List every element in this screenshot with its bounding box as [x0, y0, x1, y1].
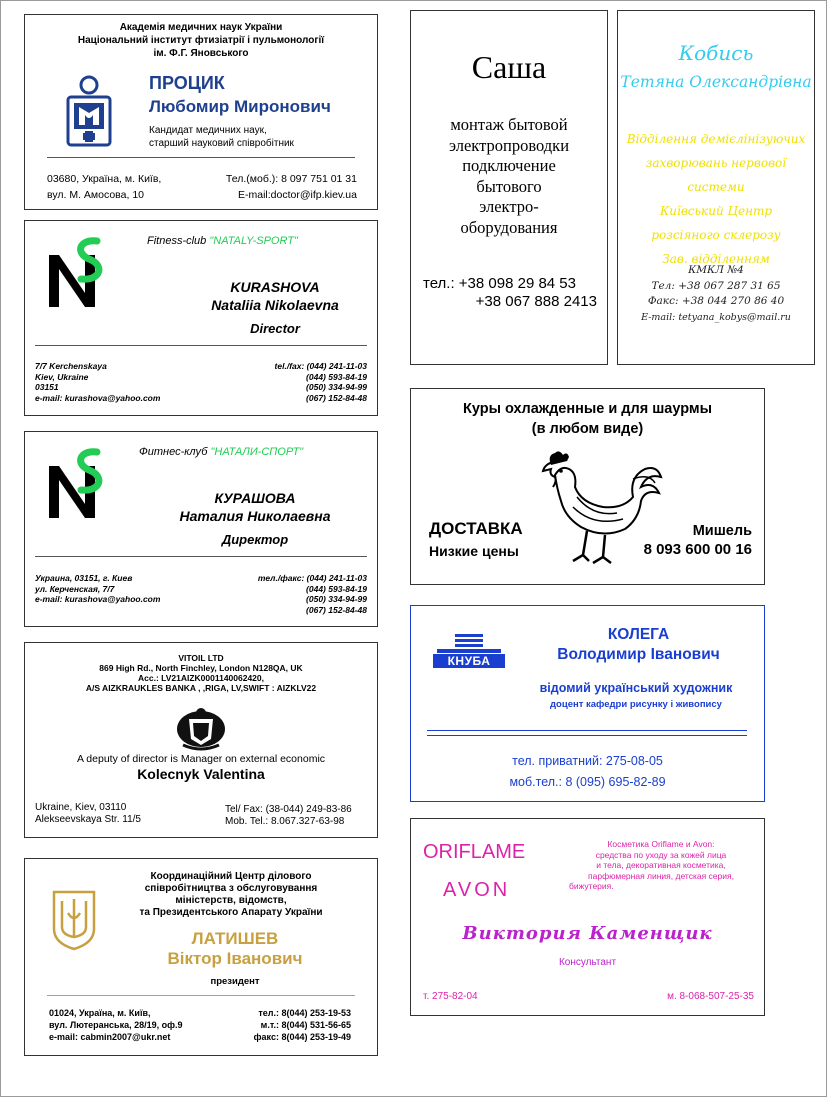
- name: Саша: [471, 49, 547, 85]
- surname: КОЛЕГА: [607, 626, 670, 643]
- address-line-2: вул. М. Амосова, 10: [47, 189, 144, 201]
- divider: [35, 556, 367, 557]
- email: e-mail: cabmin2007@ukr.net: [49, 1032, 171, 1042]
- phone: 8 093 600 00 16: [643, 541, 752, 558]
- position: A deputy of director is Manager on external economic: [76, 753, 326, 765]
- phone-3: (050) 334-94-99: [306, 382, 367, 392]
- delivery-label: ДОСТАВКА: [429, 519, 523, 538]
- surname: KURASHOVA: [230, 279, 320, 295]
- company-name: VITOIL LTD: [178, 653, 224, 663]
- full-name: Nataliia Nikolaevna: [211, 297, 339, 313]
- email: E-mail:doctor@ifp.kiev.ua: [237, 189, 357, 201]
- description-line-4: парфюмерная линия, детская серия,: [588, 870, 734, 881]
- card-chicken: [410, 388, 765, 585]
- description-line-3: и тела, декоративная косметика,: [596, 860, 726, 870]
- divider: [47, 995, 355, 996]
- academic-position: доцент кафедри рисунку і живопису: [550, 699, 722, 710]
- full-name: Kolecnyk Valentina: [137, 766, 265, 782]
- medical-institute-logo: [65, 75, 113, 147]
- description-line-5: бижутерия.: [569, 881, 614, 891]
- fax: Факс: +38 044 270 86 40: [647, 295, 785, 307]
- email: e-mail: kurashova@yahoo.com: [35, 392, 161, 403]
- phone-1: tel./fax: (044) 241-11-03: [274, 361, 367, 371]
- department-line-5: Зав. відділенням: [662, 252, 770, 266]
- address-line-1: 01024, Україна, м. Київ,: [49, 1008, 151, 1018]
- card-oriflame-avon: [410, 818, 765, 1016]
- card-sasha-electrician: [410, 10, 608, 365]
- club-prefix: Фитнес-клуб: [139, 446, 211, 458]
- full-name: Тетяна Олександрівна: [620, 73, 812, 91]
- service-line-6: оборудования: [460, 217, 558, 237]
- company-address: 869 High Rd., North Finchley, London N128QA, UK: [99, 663, 303, 673]
- full-name: Любомир Миронович: [149, 97, 331, 116]
- address-line-1: Ukraine, Kiev, 03110: [35, 802, 127, 813]
- hospital: КМКЛ №4: [688, 264, 744, 276]
- club-prefix: Fitness-club: [147, 235, 210, 247]
- contact-name: Мишель: [692, 523, 752, 539]
- academic-position: старший науковий співробітник: [149, 138, 294, 149]
- phone-1: тел.: 8(044) 253-19-53: [258, 1008, 351, 1018]
- org-line-3: ім. Ф.Г. Яновського: [153, 48, 249, 59]
- club-name: "NATALY-SPORT": [209, 235, 298, 247]
- card-kolega: [410, 605, 765, 802]
- divider: [47, 157, 355, 158]
- position: Директор: [221, 532, 289, 547]
- divider-bottom: [427, 735, 747, 736]
- phone-1: Tel/ Fax: (38-044) 249-83-86: [225, 804, 352, 815]
- phone-2: (044) 593-84-19: [306, 583, 367, 594]
- position: президент: [210, 976, 260, 987]
- phone: Тел.(моб.): 8 097 751 01 31: [225, 173, 357, 185]
- full-name: Володимир Іванович: [557, 646, 720, 663]
- divider-top: [427, 730, 747, 731]
- address-line-2: ул. Керченская, 7/7: [35, 583, 115, 594]
- brand-avon: AVON: [443, 879, 511, 901]
- artist-title: відомий український художник: [539, 681, 733, 695]
- address-line-1: Украина, 03151, г. Киев: [35, 573, 133, 583]
- description-line-1: Косметика Oriflame и Avon:: [607, 839, 715, 849]
- prices-label: Низкие цены: [429, 543, 519, 559]
- position: Director: [250, 321, 300, 336]
- service-line-3: подключение: [462, 156, 556, 175]
- phone-2: м. 8-068-507-25-35: [667, 991, 754, 1002]
- card-kobys: [617, 10, 815, 365]
- divider: [35, 345, 367, 346]
- bank-details: A/S AIZKRAUKLES BANKA , ,RIGA, LV,SWIFT : AIZKLV22: [85, 683, 317, 693]
- headline-2: (в любом виде): [531, 421, 644, 437]
- service-line-4: бытового: [476, 176, 542, 196]
- surname: ПРОЦИК: [149, 73, 225, 93]
- club-name: "НАТАЛИ-СПОРТ": [210, 446, 304, 458]
- phone-3: (050) 334-94-99: [306, 594, 367, 604]
- card-latyshev: [24, 858, 378, 1056]
- service-line-5: электро-: [479, 197, 539, 216]
- academic-title: Кандидат медичних наук,: [149, 125, 267, 136]
- department-line-4: розсіяного склерозу: [651, 228, 781, 242]
- department-line-2: захворювань нервової системи: [645, 156, 787, 194]
- org-line-1: Координаційний Центр ділового: [150, 871, 312, 882]
- full-name: Віктор Іванович: [167, 949, 303, 968]
- org-line-1: Академія медичних наук України: [119, 22, 283, 33]
- address-line-2: Alekseevskaya Str. 11/5: [35, 814, 141, 825]
- trident-emblem-icon: [51, 889, 97, 951]
- surname: КУРАШОВА: [214, 490, 296, 506]
- email: e-mail: kurashova@yahoo.com: [35, 594, 161, 604]
- phone-mobile: моб.тел.: 8 (095) 695-82-89: [509, 775, 666, 789]
- ns-logo: [45, 446, 107, 522]
- headline-1: Куры охлажденные и для шаурмы: [462, 401, 712, 417]
- phone-2: Mob. Tel.: 8.067.327-63-98: [225, 816, 345, 827]
- knuba-logo-text: КНУБА: [447, 654, 491, 668]
- org-line-2: Національний інститут фтизіатрії і пульмонології: [77, 35, 325, 46]
- phone-2: м.т.: 8(044) 531-56-65: [260, 1020, 351, 1030]
- phone-1: тел.: +38 098 29 84 53: [423, 275, 576, 292]
- full-name: Наталия Николаевна: [179, 508, 331, 524]
- phone-1: тел./факс: (044) 241-11-03: [257, 573, 367, 583]
- card-protsyk: [24, 14, 378, 210]
- phone-4: (067) 152-84-48: [306, 392, 367, 403]
- address-line-2: вул. Лютеранська, 28/19, оф.9: [49, 1020, 183, 1030]
- bank-account: Acc.: LV21AIZK0001140062420,: [137, 673, 264, 683]
- phone-2: +38 067 888 2413: [475, 293, 597, 310]
- phone-3: факс: 8(044) 253-19-49: [253, 1032, 351, 1042]
- address-line-3: 03151: [35, 382, 59, 392]
- phone-private: тел. приватний: 275-08-05: [512, 754, 663, 768]
- org-line-2: співробітництва з обслуговування: [144, 883, 318, 894]
- card-kurashova-ru: [24, 431, 378, 627]
- description-line-2: средства по уходу за кожей лица: [595, 849, 727, 860]
- department-line-1: Відділення демієлінізуючих: [626, 132, 806, 146]
- card-kurashova-en: [24, 220, 378, 416]
- brand-oriflame: ORIFLAME: [423, 841, 526, 863]
- surname: Кобись: [678, 41, 754, 65]
- ns-logo: [45, 235, 107, 311]
- service-line-2: электропроводки: [448, 135, 570, 155]
- surname: ЛАТИШЕВ: [191, 929, 279, 948]
- org-line-3: міністерств, відомств,: [175, 895, 287, 906]
- phone-2: (044) 593-84-19: [306, 371, 367, 382]
- address-line-1: 7/7 Kerchenskaya: [35, 361, 107, 371]
- coat-of-arms-emblem: [175, 705, 227, 751]
- full-name: Виктория Каменщик: [462, 923, 713, 944]
- email: E-mail: tetyana_kobys@mail.ru: [641, 311, 791, 323]
- card-vitoil: [24, 642, 378, 838]
- service-line-1: монтаж бытовой: [450, 115, 568, 134]
- phone-1: т. 275-82-04: [423, 991, 478, 1002]
- phone: Тел: +38 067 287 31 65: [651, 279, 781, 292]
- position: Консультант: [558, 957, 617, 968]
- address-line-2: Kiev, Ukraine: [35, 371, 89, 382]
- phone-4: (067) 152-84-48: [306, 604, 367, 615]
- address-line-1: 03680, Україна, м. Київ,: [47, 173, 162, 185]
- department-line-3: Київський Центр: [659, 204, 773, 218]
- org-line-4: та Президентського Апарату України: [139, 907, 323, 918]
